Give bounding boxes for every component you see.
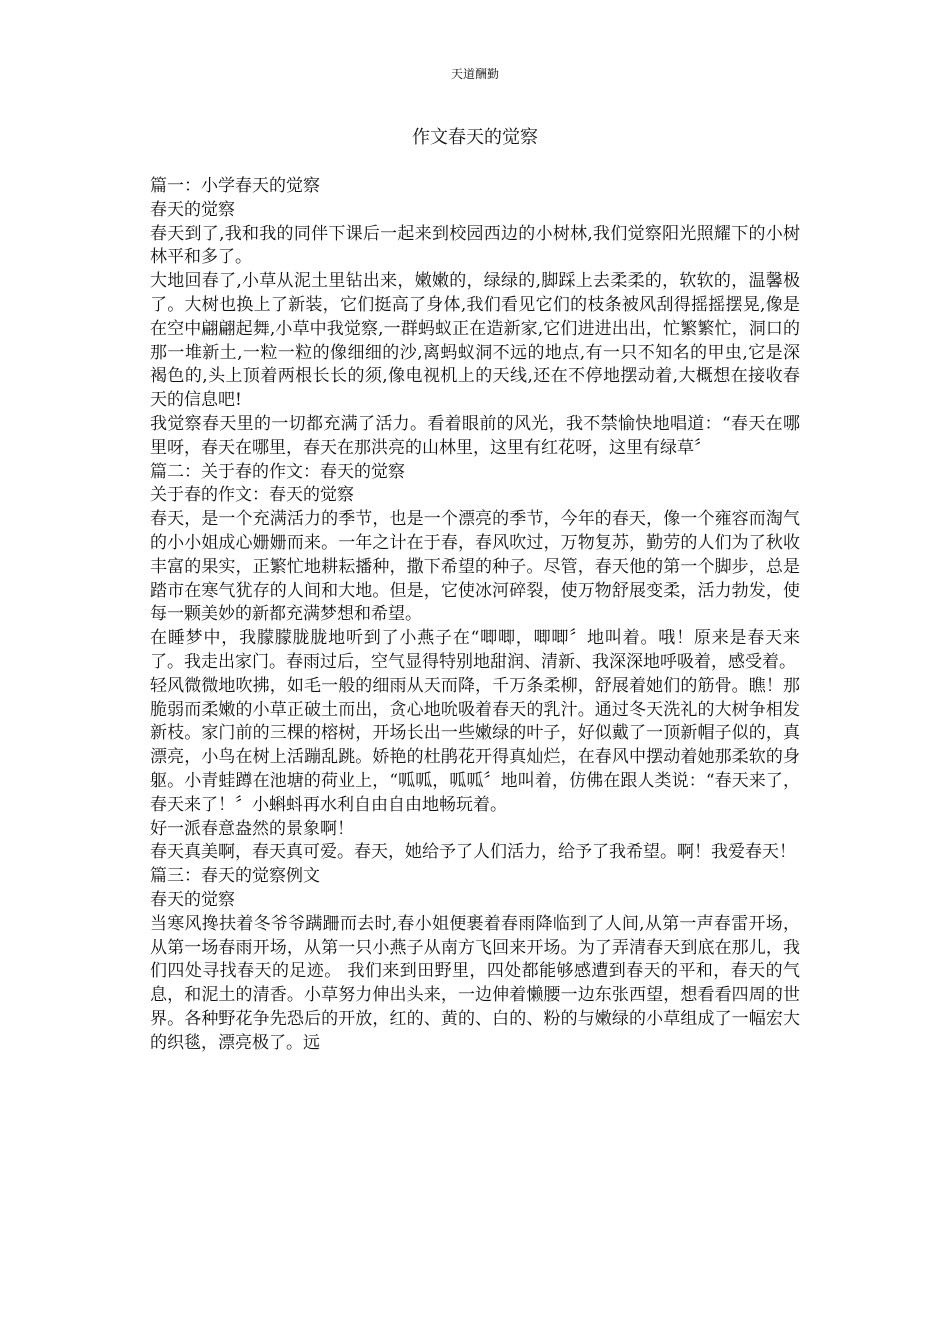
document-title: 作文春天的觉察 <box>412 127 538 148</box>
paragraph: 春天到了,我和我的同伴下课后一起来到校园西边的小树林,我们觉察阳光照耀下的小树林平和多了。 <box>150 223 800 268</box>
essay-title-1: 春天的觉察 <box>150 199 235 220</box>
paragraph: 春天，是一个充满活力的季节，也是一个漂亮的季节，今年的春天，像一个雍容而淘气的小小姐成心姗姗而来。一年之计在于春，春风吹过，万物复苏，勤劳的人们为了秋收丰富的果实，正繁忙地耕耘播种，撒下希望的种子。尽管，春天他的第一个脚步，总是踏市在寒气犹存的人间和大地。但是，它使冰河碎裂，使万物舒展变柔，活力勃发，使每一颗美妙的新都充满梦想和希望。 <box>150 509 800 625</box>
paragraph: 当寒风搀扶着冬爷爷蹒跚而去时,春小姐便裹着春雨降临到了人间,从第一声春雷开场，从第一场春雨开场，从第一只小燕子从南方飞回来开场。为了弄清春天到底在那儿，我们四处寻找春天的足迹。 我们来到田野里，四处都能够感遭到春天的平和，春天的气息，和泥土的清香。小草努力伸出头来，一边伸着懒腰一边东张西望，想看看四周的世界。各种野花争先恐后的开放，红的、黄的、白的、粉的与嫩绿的小草组成了一幅宏大的织毯，漂亮极了。远 <box>150 913 800 1053</box>
page-bottom-margin <box>0 1200 950 1344</box>
paragraph: 大地回春了,小草从泥土里钻出来，嫩嫩的，绿绿的,脚踩上去柔柔的，软软的，温馨极了。大树也换上了新装，它们挺高了身体,我们看见它们的枝条被风刮得摇摇摆晃,像是在空中翩翩起舞,小草中我觉察,一群蚂蚁正在造新家,它们进进出出，忙繁繁忙，洞口的那一堆新土,一粒一粒的像细细的沙,离蚂蚁洞不远的地点,有一只不知名的甲虫,它是深褐色的,头上顶着两根长长的须,像电视机上的天线,还在不停地摆动着,大概想在接收春天的信息吧! <box>150 271 800 411</box>
paragraph: 在睡梦中，我朦朦胧胧地听到了小燕子在“唧唧，唧唧〞地叫着。哦！原来是春天来了。我走出家门。春雨过后，空气显得特别地甜润、清新、我深深地呼吸着，感受着。 <box>150 628 800 672</box>
document-body <box>150 175 800 1055</box>
section-heading-3: 篇三：春天的觉察例文 <box>150 866 320 887</box>
paragraph: 春天真美啊，春天真可爱。春天，她给予了人们活力，给予了我希望。啊！我爱春天！ <box>150 842 796 863</box>
page-header: 天道酬勤 <box>450 67 499 81</box>
paragraph: 轻风微微地吹拂，如毛一般的细雨从天而降，千万条柔柳，舒展着她们的筋骨。瞧！那脆弱而柔嫩的小草正破土而出，贪心地吮吸着春天的乳汁。通过冬天洗礼的大树争相发新枝。家门前的三棵的榕树，开场长出一些嫩绿的叶子，好似戴了一顶新帽子似的，真漂亮，小鸟在树上活蹦乱跳。娇艳的杜鹃花开得真灿烂，在春风中摆动着她那柔软的身躯。小青蛙蹲在池塘的荷业上，“呱呱，呱呱〞地叫着，仿佛在跟人类说：“春天来了，春天来了！〞小蝌蚪再水利自由自由地畅玩着。 <box>150 675 800 815</box>
paragraph: 好一派春意盎然的景象啊！ <box>150 818 354 839</box>
essay-title-3: 春天的觉察 <box>150 889 235 910</box>
section-heading-2: 篇二：关于春的作文：春天的觉察 <box>150 461 405 482</box>
paragraph: 我觉察春天里的一切都充满了活力。看着眼前的风光，我不禁愉快地唱道：“春天在哪里呀，春天在哪里，春天在那洪亮的山林里，这里有红花呀，这里有绿草〞 <box>150 413 800 458</box>
essay-title-2: 关于春的作文：春天的觉察 <box>150 485 354 506</box>
section-heading-1: 篇一：小学春天的觉察 <box>150 176 320 196</box>
